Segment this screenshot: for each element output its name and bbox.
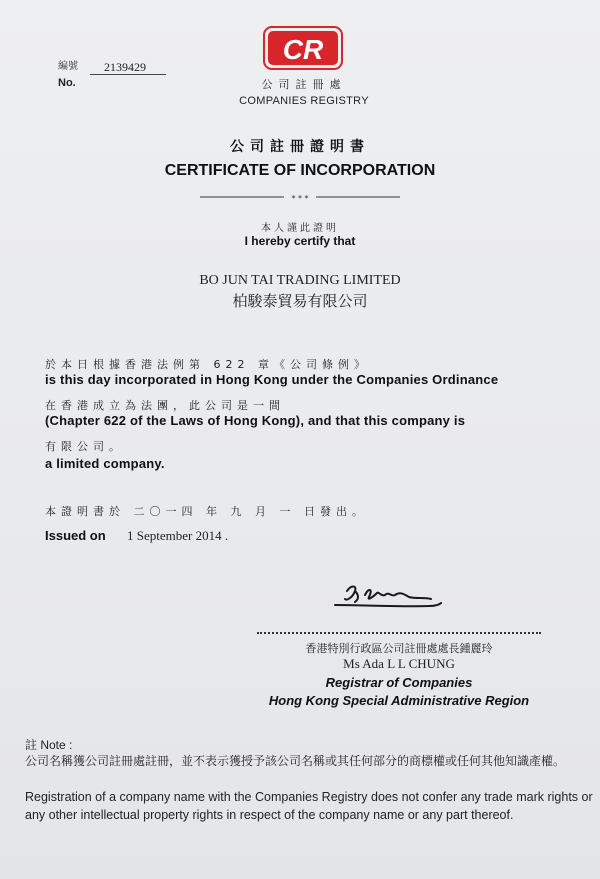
note-zh: 公司名稱獲公司註冊處註冊，並不表示獲授予該公司名稱或其任何部分的商標權或任何其他知識產權。 — [25, 754, 566, 768]
issued-date: 1 September 2014 . — [127, 528, 229, 543]
registrar-name: Ms Ada L L CHUNG — [343, 656, 455, 671]
body-line2-en: (Chapter 622 of the Laws of Hong Kong), and that this company is — [45, 413, 466, 428]
certificate-number: 2139429 — [90, 60, 166, 75]
body-line1-zh: 於本日根據香港法例第 622 章《公司條例》 — [45, 358, 370, 371]
number-label-en: No. — [58, 77, 76, 89]
cr-logo-icon — [263, 26, 343, 70]
number-label-zh: 編號 — [58, 61, 78, 72]
registry-name-en: COMPANIES REGISTRY — [239, 95, 369, 107]
title-zh: 公司註冊證明書 — [230, 139, 370, 155]
certify-zh: 本人謹此證明 — [261, 223, 339, 234]
registry-name-zh: 公司註冊處 — [261, 78, 347, 91]
title-ornament: * * * — [291, 194, 309, 203]
title-divider — [200, 190, 400, 204]
registrar-zh: 香港特別行政區公司註冊處處長鍾麗玲 — [305, 642, 493, 655]
signature-icon — [325, 575, 445, 615]
signature-line — [257, 632, 541, 634]
title-en: CERTIFICATE OF INCORPORATION — [164, 162, 436, 179]
company-name-en: BO JUN TAI TRADING LIMITED — [199, 273, 401, 288]
logo-mark: CR — [282, 34, 324, 65]
issued-zh: 本證明書於 二〇一四 年 九 月 一 日發出。 — [45, 505, 368, 518]
body-line2-zh: 在香港成立為法團，此公司是一間 — [45, 399, 285, 412]
registrar-region: Hong Kong Special Administrative Region — [268, 693, 530, 708]
company-name-zh: 柏駿泰貿易有限公司 — [232, 292, 368, 310]
certify-en: I hereby certify that — [244, 234, 356, 248]
registrar-title: Registrar of Companies — [325, 675, 473, 690]
note-en: Registration of a company name with the Companies Registry does not confer any trade mark rights or any other intellectual property rights in respect of the company name or any part thereof. — [25, 790, 593, 822]
body-line3-en: a limited company. — [45, 456, 165, 471]
body-line1-en: is this day incorporated in Hong Kong under the Companies Ordinance — [45, 372, 499, 387]
issued-label: Issued on — [45, 528, 106, 543]
body-line3-zh: 有限公司。 — [45, 440, 125, 453]
note-label: 註 Note : — [25, 738, 73, 752]
